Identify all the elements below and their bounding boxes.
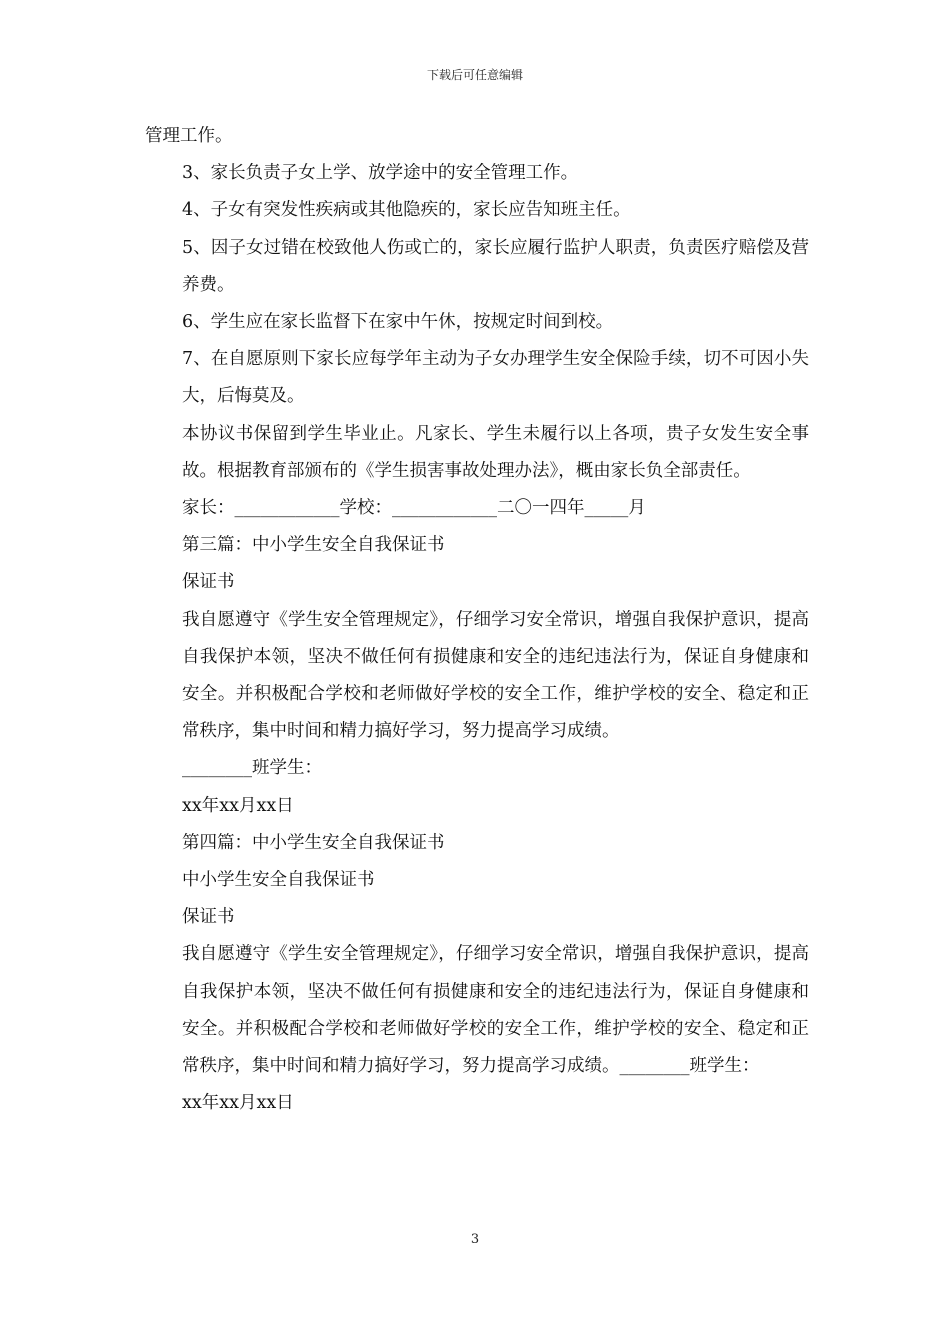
- section-title: 第三篇：中小学生安全自我保证书: [182, 535, 445, 556]
- signature-line: ________班学生：: [182, 758, 322, 779]
- section-title: 第四篇：中小学生安全自我保证书: [182, 832, 445, 853]
- paragraph: 6、学生应在家长监督下在家中午休，按规定时间到校。: [182, 312, 614, 333]
- paragraph: 本协议书保留到学生毕业止。凡家长、学生未履行以上各项，贵子女发生安全事故。根据教育部颁布的《学生损害事故处理办法》，概由家长负全部责任。: [182, 423, 809, 481]
- document-body: [145, 118, 809, 1122]
- page-number: 3: [470, 1232, 480, 1247]
- paragraph: 3、家长负责子女上学、放学途中的安全管理工作。: [182, 163, 579, 184]
- page-header: 下载后可任意编辑: [426, 68, 523, 82]
- subtitle: 保证书: [182, 907, 235, 928]
- paragraph: 我自愿遵守《学生安全管理规定》，仔细学习安全常识，增强自我保护意识，提高自我保护本领，坚决不做任何有损健康和安全的违纪违法行为，保证自身健康和安全。并积极配合学校和老师做好学校的安全工作，维护学校的安全、稳定和正常秩序，集中时间和精力搞好学习，努力提高学习成绩。________班学生：: [182, 944, 809, 1077]
- paragraph: 7、在自愿原则下家长应每学年主动为子女办理学生安全保险手续，切不可因小失大，后悔莫及。: [182, 349, 809, 407]
- date-line: xx年xx月xx日: [182, 795, 294, 816]
- paragraph: 4、子女有突发性疾病或其他隐疾的，家长应告知班主任。: [182, 200, 631, 221]
- paragraph: 我自愿遵守《学生安全管理规定》，仔细学习安全常识，增强自我保护意识，提高自我保护本领，坚决不做任何有损健康和安全的违纪违法行为，保证自身健康和安全。并积极配合学校和老师做好学校的安全工作，维护学校的安全、稳定和正常秩序，集中时间和精力搞好学习，努力提高学习成绩。: [182, 609, 809, 742]
- subtitle: 中小学生安全自我保证书: [182, 870, 375, 891]
- paragraph: 5、因子女过错在校致他人伤或亡的，家长应履行监护人职责，负责医疗赔偿及营养费。: [182, 237, 809, 295]
- date-line: xx年xx月xx日: [182, 1093, 294, 1114]
- signature-line: 家长：____________学校：____________二〇一四年_____月: [182, 498, 646, 519]
- paragraph: 管理工作。: [145, 126, 233, 146]
- subtitle: 保证书: [182, 572, 235, 593]
